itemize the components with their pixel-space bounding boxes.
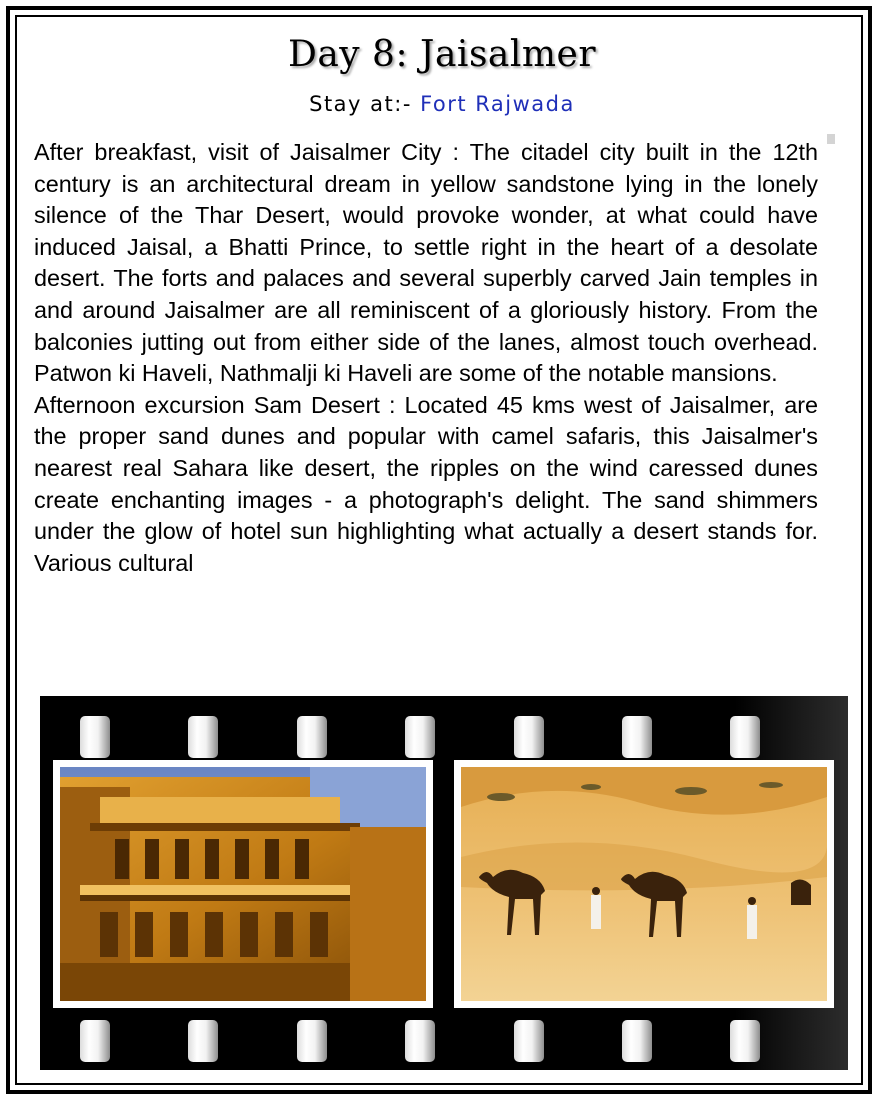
film-hole — [188, 716, 218, 758]
film-hole — [730, 1020, 760, 1062]
stay-label: Stay at:- — [309, 92, 421, 116]
paragraph-city-visit: After breakfast, visit of Jaisalmer City : The citadel city built in the 12th century is an architectural dream in yellow sandstone lying in the lonely silence of the Thar Desert, would provoke wonder, at what could have induced Jaisal, a Bhatti Prince, to settle right in the heart of a desolate desert. The forts and palaces and several superbly carved Jain temples in and around Jaisalmer are all reminiscent of a gloriously history. From the balconies jutting out from either side of the lanes, almost touch overhead. Patwon ki Haveli, Nathmalji ki Haveli are some of the notable mansions. — [34, 139, 818, 387]
film-hole — [80, 716, 110, 758]
haveli-image — [60, 767, 426, 1001]
corner-mark — [827, 134, 835, 144]
film-hole — [730, 716, 760, 758]
haveli-photo — [53, 760, 433, 1008]
film-hole — [514, 1020, 544, 1062]
film-hole — [622, 1020, 652, 1062]
film-hole — [297, 716, 327, 758]
itinerary-text — [34, 137, 818, 579]
page-title: Day 8: Jaisalmer — [287, 34, 597, 75]
film-hole — [188, 1020, 218, 1062]
film-hole — [622, 716, 652, 758]
stay-line — [0, 92, 884, 116]
paragraph-clip — [34, 390, 818, 580]
film-strip — [40, 696, 848, 1070]
film-hole — [297, 1020, 327, 1062]
film-hole — [405, 716, 435, 758]
film-hole — [514, 716, 544, 758]
camel-desert-photo — [454, 760, 834, 1008]
film-hole — [405, 1020, 435, 1062]
paragraph-sam-desert: Afternoon excursion Sam Desert : Located 45 kms west of Jaisalmer, are the proper sand dunes and popular with camel safaris, this Jaisalmer's nearest real Sahara like desert, the ripples on the wind caressed dunes create enchanting images - a photograph's delight. The sand shimmers under the glow of hotel sun highlighting what actually a desert stands for. Various cultural — [34, 391, 818, 576]
film-hole — [80, 1020, 110, 1062]
camel-desert-image — [461, 767, 827, 1001]
hotel-link[interactable]: Fort Rajwada — [420, 92, 575, 116]
